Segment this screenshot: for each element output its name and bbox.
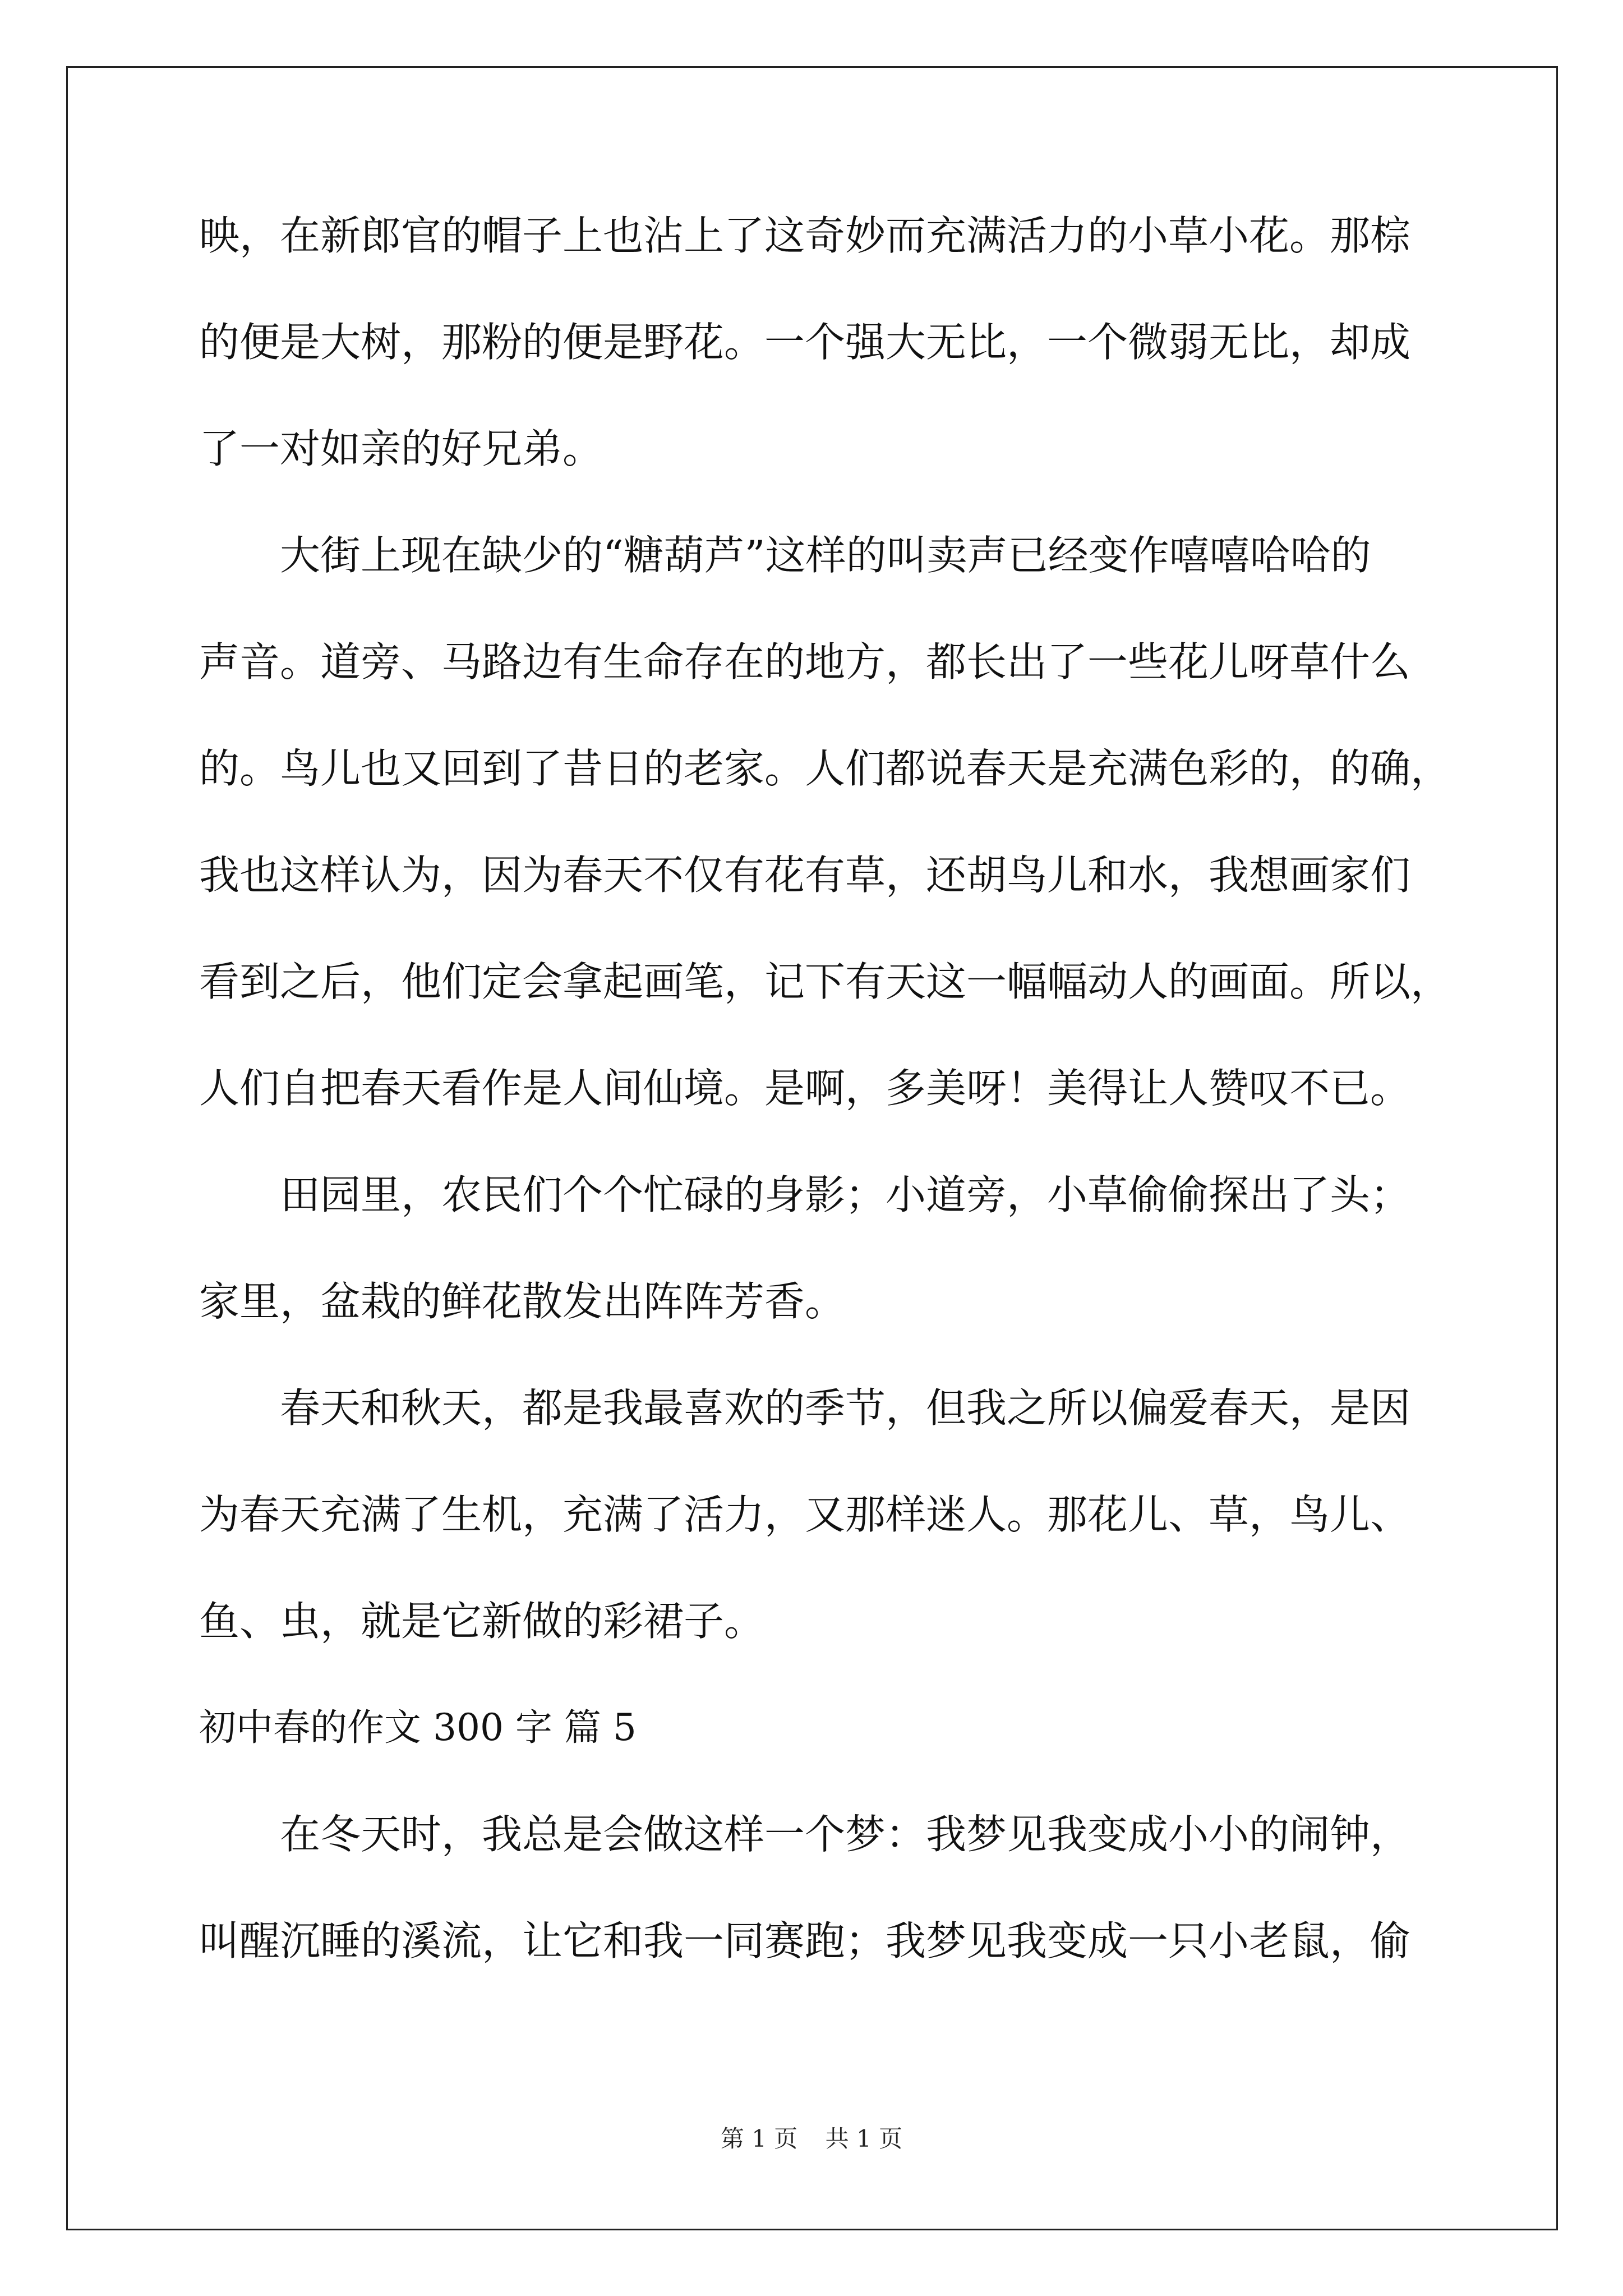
text-line: 在冬天时，我总是会做这样一个梦：我梦见我变成小小的闹钟， bbox=[280, 1811, 1411, 1858]
section-heading: 初中春的作文 300 字 篇 5 bbox=[199, 1706, 637, 1749]
text-line: 春天和秋天，都是我最喜欢的季节，但我之所以偏爱春天，是因 bbox=[280, 1384, 1411, 1432]
text-line: 大街上现在缺少的“糖葫芦”这样的叫卖声已经变作嘻嘻哈哈的 bbox=[280, 532, 1371, 579]
page-footer bbox=[0, 2125, 1623, 2153]
text-line: 人们自把春天看作是人间仙境。是啊，多美呀！美得让人赞叹不已。 bbox=[199, 1065, 1411, 1112]
text-line: 为春天充满了生机，充满了活力，又那样迷人。那花儿、草，鸟儿、 bbox=[199, 1491, 1411, 1538]
text-line: 家里，盆栽的鲜花散发出阵阵芳香。 bbox=[199, 1278, 846, 1325]
text-line: 映，在新郎官的帽子上也沾上了这奇妙而充满活力的小草小花。那棕 bbox=[199, 212, 1411, 259]
page-total: 共 1 页 bbox=[825, 2125, 903, 2152]
text-line: 叫醒沉睡的溪流，让它和我一同赛跑；我梦见我变成一只小老鼠，偷 bbox=[199, 1917, 1411, 1964]
text-line: 我也这样认为，因为春天不仅有花有草，还胡鸟儿和水，我想画家们 bbox=[199, 852, 1411, 899]
text-line: 的便是大树，那粉的便是野花。一个强大无比，一个微弱无比，却成 bbox=[199, 319, 1411, 366]
text-line: 声音。道旁、马路边有生命存在的地方，都长出了一些花儿呀草什么 bbox=[199, 638, 1411, 685]
text-line: 田园里，农民们个个忙碌的身影；小道旁，小草偷偷探出了头； bbox=[280, 1171, 1411, 1218]
text-line: 的。鸟儿也又回到了昔日的老家。人们都说春天是充满色彩的，的确， bbox=[199, 745, 1451, 792]
page-border bbox=[66, 66, 1558, 2230]
text-line: 看到之后，他们定会拿起画笔，记下有天这一幅幅动人的画面。所以， bbox=[199, 958, 1451, 1005]
text-line: 鱼、虫，就是它新做的彩裙子。 bbox=[199, 1598, 765, 1645]
page-number: 第 1 页 bbox=[720, 2125, 798, 2152]
text-line: 了一对如亲的好兄弟。 bbox=[199, 425, 603, 472]
